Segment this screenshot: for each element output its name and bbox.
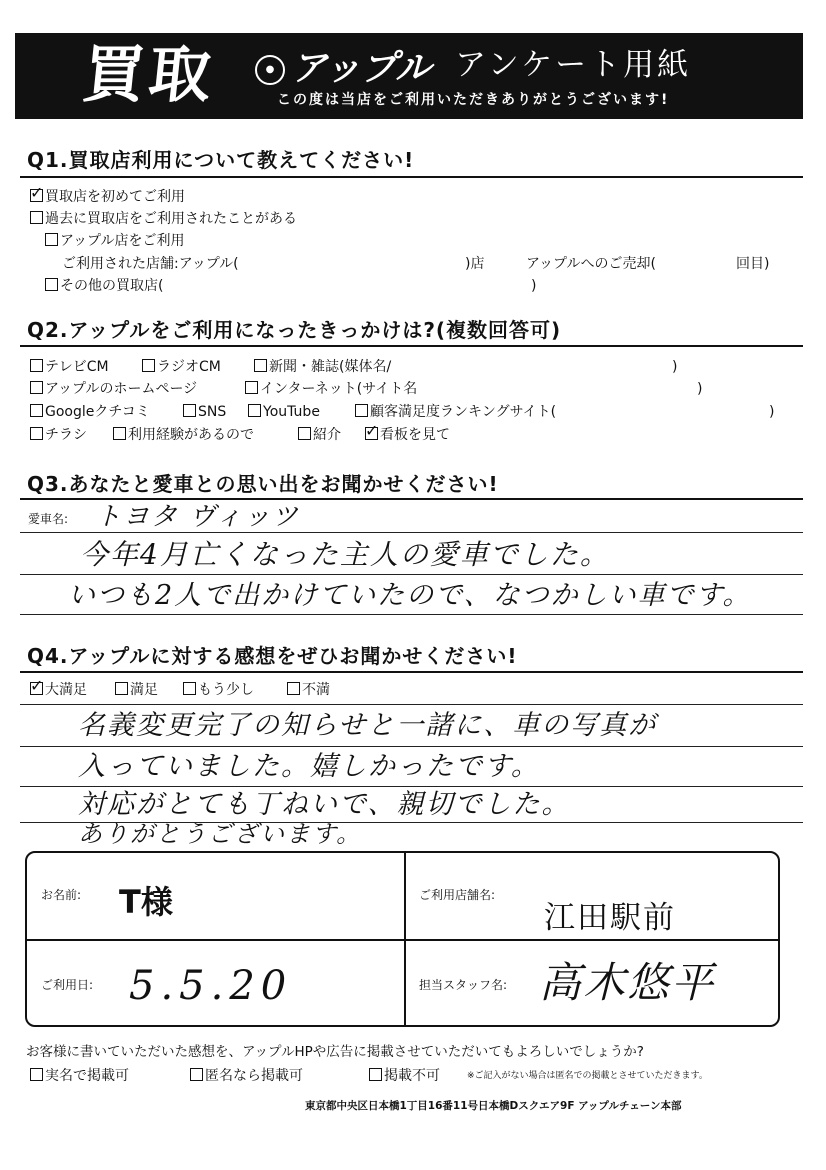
checkbox[interactable] xyxy=(365,427,378,440)
footer-option-label: 匿名なら掲載可 xyxy=(205,1068,303,1084)
q1-store-line-left: ご利用された店舗:アップル( xyxy=(62,256,239,272)
q2-option-youtube[interactable] xyxy=(248,402,320,422)
q1-heading: Q1.買取店利用について教えてください! xyxy=(27,148,415,172)
q1-option-first-time[interactable] xyxy=(30,187,185,207)
store-label: ご利用店舗名: xyxy=(419,888,496,902)
publish-permission-question: お客様に書いていただいた感想を、アップルHPや広告に掲載させていただいてもよろしいでしょうか? xyxy=(26,1044,644,1060)
checkbox[interactable] xyxy=(298,427,311,440)
q4-text-line-1: 名義変更完了の知らせと一諸に、車の写真が xyxy=(78,710,658,741)
q1-store-line-end: 回目) xyxy=(736,256,770,272)
q2-option-label: YouTube xyxy=(263,404,320,420)
q4-rule xyxy=(20,671,803,673)
q3-line-3 xyxy=(20,614,803,615)
checkbox[interactable] xyxy=(355,404,368,417)
q4-line-1 xyxy=(20,704,803,705)
q1-option-other[interactable] xyxy=(45,276,163,296)
header-subtitle: この度は当店をご利用いただきありがとうございます! xyxy=(277,92,670,108)
q2-option-sns[interactable] xyxy=(183,402,226,422)
q2-option-homepage[interactable] xyxy=(30,379,197,399)
q2-option-referral[interactable] xyxy=(298,425,341,445)
checkbox[interactable] xyxy=(30,404,43,417)
q4-text-line-3: 対応がとても丁ねいで、親切でした。 xyxy=(78,789,571,820)
footer-option-label: 掲載不可 xyxy=(384,1068,440,1084)
checkbox[interactable] xyxy=(30,682,43,695)
q4-text-line-4: ありがとうございます。 xyxy=(78,820,363,848)
checkbox[interactable] xyxy=(30,211,43,224)
q2-option-newspaper[interactable] xyxy=(254,357,391,377)
q2-option-radiocm[interactable] xyxy=(142,357,221,377)
car-name-label: 愛車名: xyxy=(28,512,69,526)
q4-heading: Q4.アップルに対する感想をぜひお聞かせください! xyxy=(27,644,518,668)
q2-option-label: 紹介 xyxy=(313,427,341,443)
checkbox[interactable] xyxy=(30,1068,43,1081)
checkbox[interactable] xyxy=(248,404,261,417)
checkbox[interactable] xyxy=(30,381,43,394)
date-label: ご利用日: xyxy=(41,978,94,992)
q3-line-2 xyxy=(20,574,803,575)
q4-option-label: 大満足 xyxy=(45,682,87,698)
name-value: T様 xyxy=(119,883,173,921)
q2-option-google[interactable] xyxy=(30,402,150,422)
q2-option-flyer[interactable] xyxy=(30,425,87,445)
q1-rule xyxy=(20,176,803,178)
company-address: 東京都中央区日本橋1丁目16番11号日本橋Dスクエア9F アップルチェーン本部 xyxy=(305,1100,682,1112)
q2-option-label: インターネット(サイト名 xyxy=(260,381,418,397)
brand-logo-text: アップル xyxy=(291,48,432,89)
checkbox[interactable] xyxy=(30,359,43,372)
q4-option-satisfied[interactable] xyxy=(115,680,158,700)
q3-line-1 xyxy=(20,532,803,533)
q2-option-label: アップルのホームページ xyxy=(45,381,198,397)
q4-option-dissatisfied[interactable] xyxy=(287,680,330,700)
q2-option-label: Googleクチコミ xyxy=(45,404,150,420)
footer-option-anonymous[interactable] xyxy=(190,1066,303,1086)
brand-logo xyxy=(255,47,431,91)
q4-option-label: 満足 xyxy=(130,682,158,698)
store-value: 江田駅前 xyxy=(544,900,676,936)
staff-label: 担当スタッフ名: xyxy=(419,978,508,992)
q2-option-label: ラジオCM xyxy=(157,359,221,375)
checkbox[interactable] xyxy=(183,682,196,695)
checkbox[interactable] xyxy=(113,427,126,440)
q4-option-label: もう少し xyxy=(198,682,254,698)
checkbox[interactable] xyxy=(287,682,300,695)
q2-option-tvcm[interactable] xyxy=(30,357,109,377)
q2-option-label: テレビCM xyxy=(45,359,109,375)
q2-heading: Q2.アップルをご利用になったきっかけは?(複数回答可) xyxy=(27,318,562,342)
footer-option-no-publish[interactable] xyxy=(369,1066,440,1086)
q2-row1-close: ) xyxy=(672,359,678,375)
footer-note: ※ご記入がない場合は匿名での掲載とさせていただきます。 xyxy=(467,1071,708,1081)
staff-value: 高木悠平 xyxy=(539,958,716,1007)
q2-option-internet[interactable] xyxy=(245,379,417,399)
apple-logo-icon: ● xyxy=(255,55,285,85)
car-name-value: トヨタ ヴィッツ xyxy=(95,502,300,532)
q2-row2-close: ) xyxy=(697,381,703,397)
q2-option-label: 新聞・雑誌(媒体名/ xyxy=(269,359,392,375)
q4-line-2 xyxy=(20,746,803,747)
q1-option-label: 過去に買取店をご利用されたことがある xyxy=(45,211,297,227)
customer-info-box xyxy=(25,851,780,1027)
q2-option-label: 看板を見て xyxy=(380,427,450,443)
q1-option-label: 買取店を初めてご利用 xyxy=(45,189,185,205)
q4-text-line-2: 入っていました。嬉しかったです。 xyxy=(78,751,540,782)
info-divider-vertical xyxy=(404,853,406,1025)
q1-other-close: ) xyxy=(531,278,537,294)
date-value: 5.5.20 xyxy=(129,963,293,1009)
q2-option-label: チラシ xyxy=(45,427,87,443)
header-banner xyxy=(15,33,803,119)
q1-option-apple[interactable] xyxy=(45,231,184,251)
q2-option-experience[interactable] xyxy=(113,425,254,445)
name-label: お名前: xyxy=(41,888,82,902)
checkbox[interactable] xyxy=(142,359,155,372)
q4-option-label: 不満 xyxy=(302,682,330,698)
q3-text-line-1: 今年4月亡くなった主人の愛車でした。 xyxy=(80,538,610,571)
checkbox[interactable] xyxy=(30,427,43,440)
q2-option-signboard[interactable] xyxy=(365,425,450,445)
checkbox[interactable] xyxy=(30,189,43,202)
checkbox[interactable] xyxy=(115,682,128,695)
q1-option-past[interactable] xyxy=(30,209,297,229)
q2-option-label: 利用経験があるので xyxy=(128,427,254,443)
checkbox[interactable] xyxy=(369,1068,382,1081)
footer-option-label: 実名で掲載可 xyxy=(45,1068,129,1084)
q2-row3-close: ) xyxy=(769,404,775,420)
checkbox[interactable] xyxy=(245,381,258,394)
q4-option-very-satisfied[interactable] xyxy=(30,680,87,700)
q1-store-line-right: アップルへのご売却( xyxy=(526,256,656,272)
checkbox[interactable] xyxy=(45,278,58,291)
q1-store-line-mid: )店 xyxy=(465,256,485,272)
q4-option-so-so[interactable] xyxy=(183,680,254,700)
q3-heading: Q3.あなたと愛車との思い出をお聞かせください! xyxy=(27,472,499,496)
q3-text-line-2: いつも2人で出かけていたので、なつかしい車です。 xyxy=(68,580,752,611)
q1-option-label: その他の買取店( xyxy=(60,278,164,294)
q2-rule xyxy=(20,345,803,347)
info-divider-horizontal xyxy=(27,939,778,941)
checkbox[interactable] xyxy=(183,404,196,417)
q2-option-ranking[interactable] xyxy=(355,402,556,422)
form-title: アンケート用紙 xyxy=(455,47,692,83)
checkbox[interactable] xyxy=(254,359,267,372)
footer-option-real-name[interactable] xyxy=(30,1066,129,1086)
q2-option-label: 顧客満足度ランキングサイト( xyxy=(370,404,557,420)
q2-option-label: SNS xyxy=(198,404,227,420)
q1-option-label: アップル店をご利用 xyxy=(60,233,185,249)
checkbox[interactable] xyxy=(45,233,58,246)
checkbox[interactable] xyxy=(190,1068,203,1081)
header-big-title: 買取 xyxy=(79,38,219,111)
